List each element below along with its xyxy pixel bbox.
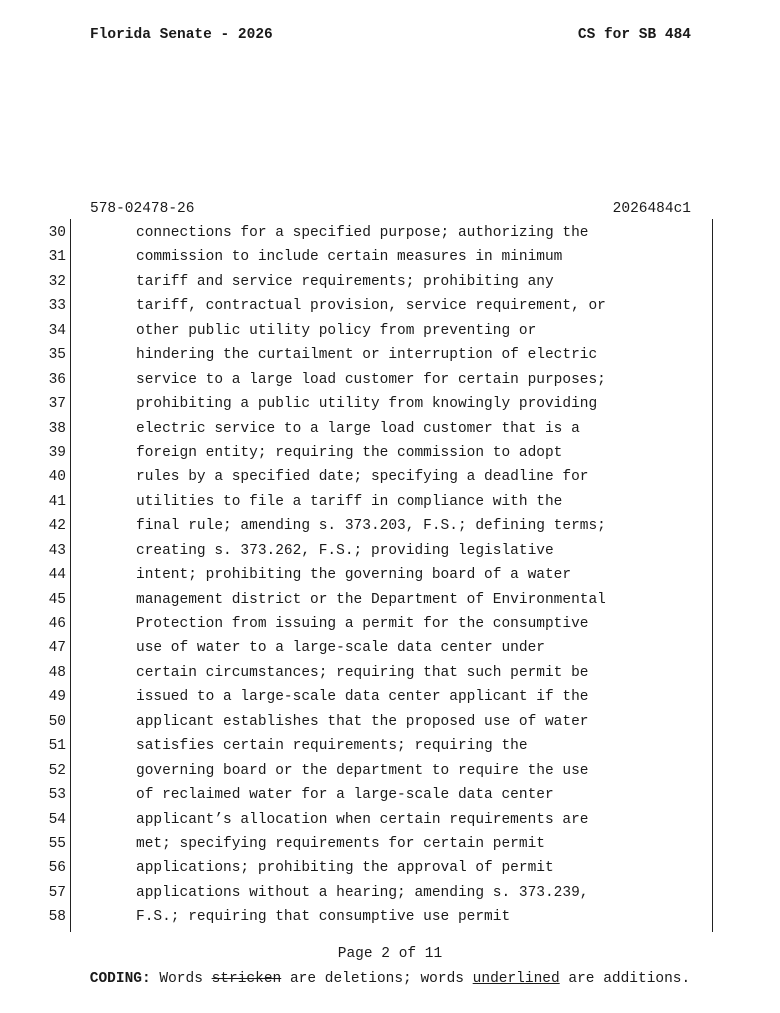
line-text: electric service to a large load customer that is a [136, 420, 580, 437]
line-text: met; specifying requirements for certain permit [136, 835, 545, 852]
header-chamber-year: Florida Senate - 2026 [90, 27, 273, 43]
line-number: 42 [48, 518, 66, 535]
line-text: commission to include certain measures in minimum [136, 249, 563, 266]
line-number: 40 [48, 469, 66, 486]
line-number: 53 [48, 787, 66, 804]
text-line [0, 711, 780, 735]
line-number: 34 [48, 322, 66, 339]
line-text: rules by a specified date; specifying a deadline for [136, 469, 589, 486]
text-line [0, 564, 780, 588]
text-line [0, 784, 780, 808]
coding-words: Words [159, 971, 203, 987]
text-line [0, 662, 780, 686]
bill-code: 2026484c1 [612, 201, 691, 217]
line-number: 58 [48, 909, 66, 926]
text-line [0, 418, 780, 442]
line-text: prohibiting a public utility from knowingly providing [136, 396, 598, 413]
line-number: 52 [48, 762, 66, 779]
line-number: 43 [48, 542, 66, 559]
text-line [0, 540, 780, 564]
line-text: applicant’s allocation when certain requirements are [136, 811, 589, 828]
line-text: satisfies certain requirements; requiring the [136, 738, 528, 755]
line-text: service to a large load customer for certain purposes; [136, 371, 606, 388]
line-number: 55 [48, 835, 66, 852]
text-line [0, 222, 780, 246]
line-number: 54 [48, 811, 66, 828]
coding-underlined: underlined [472, 971, 560, 987]
line-text: utilities to file a tariff in compliance with the [136, 493, 563, 510]
line-text: F.S.; requiring that consumptive use permit [136, 909, 511, 926]
coding-label: CODING: [89, 971, 151, 987]
line-text: foreign entity; requiring the commission to adopt [136, 444, 563, 461]
line-number: 33 [48, 298, 66, 315]
line-number: 44 [48, 567, 66, 584]
text-line [0, 809, 780, 833]
line-number: 30 [48, 225, 66, 241]
text-line [0, 515, 780, 539]
text-line [0, 882, 780, 906]
text-line [0, 613, 780, 637]
text-line [0, 295, 780, 319]
line-text: other public utility policy from preventing or [136, 322, 537, 339]
line-number: 47 [48, 640, 66, 657]
line-text: tariff, contractual provision, service requirement, or [136, 298, 606, 315]
line-number: 39 [48, 444, 66, 461]
text-line [0, 906, 780, 930]
line-number: 56 [48, 860, 66, 877]
line-text: final rule; amending s. 373.203, F.S.; defining terms; [136, 518, 606, 535]
text-line [0, 833, 780, 857]
text-line [0, 857, 780, 881]
line-number: 49 [48, 689, 66, 706]
text-line [0, 466, 780, 490]
line-text: hindering the curtailment or interruption of electric [136, 347, 598, 364]
line-text: applications; prohibiting the approval of permit [136, 860, 554, 877]
page-indicator: Page 2 of 11 [337, 946, 443, 962]
text-line [0, 344, 780, 368]
line-number: 31 [48, 249, 66, 266]
text-line [0, 760, 780, 784]
coding-stricken: stricken [211, 971, 282, 987]
line-number: 50 [48, 713, 66, 730]
bill-text-lines [0, 222, 780, 931]
line-number: 38 [48, 420, 66, 437]
line-text: use of water to a large-scale data center under [136, 640, 545, 657]
text-line [0, 271, 780, 295]
line-text: applicant establishes that the proposed use of water [136, 713, 589, 730]
line-text: intent; prohibiting the governing board of a water [136, 567, 572, 584]
text-line [0, 442, 780, 466]
line-text: governing board or the department to require the use [136, 762, 589, 779]
line-text: issued to a large-scale data center applicant if the [136, 689, 589, 706]
text-line [0, 589, 780, 613]
line-number: 32 [48, 273, 66, 290]
line-number: 41 [48, 493, 66, 510]
line-text: certain circumstances; requiring that such permit be [136, 664, 589, 681]
text-line [0, 246, 780, 270]
line-text: Protection from issuing a permit for the consumptive [136, 616, 589, 632]
line-number: 57 [48, 884, 66, 901]
line-number: 45 [48, 591, 66, 608]
text-line [0, 735, 780, 759]
line-text: of reclaimed water for a large-scale data center [136, 787, 554, 804]
line-text: management district or the Department of Environmental [136, 591, 606, 608]
text-line [0, 393, 780, 417]
coding-legend [0, 971, 780, 987]
coding-mid: are deletions; words [289, 971, 464, 987]
text-line [0, 637, 780, 661]
line-text: connections for a specified purpose; authorizing the [136, 225, 589, 241]
text-line [0, 369, 780, 393]
line-text: applications without a hearing; amending s. 373.239, [136, 884, 589, 901]
header-bill-number: CS for SB 484 [577, 27, 691, 43]
text-line [0, 686, 780, 710]
text-line [0, 320, 780, 344]
line-number: 48 [48, 664, 66, 681]
coding-end: are additions. [568, 971, 691, 987]
line-number: 46 [48, 616, 66, 632]
line-number: 51 [48, 738, 66, 755]
line-number: 35 [48, 347, 66, 364]
line-number: 36 [48, 371, 66, 388]
line-text: creating s. 373.262, F.S.; providing legislative [136, 542, 554, 559]
text-line [0, 491, 780, 515]
line-text: tariff and service requirements; prohibiting any [136, 273, 554, 290]
document-code: 578-02478-26 [90, 201, 195, 217]
line-number: 37 [48, 396, 66, 413]
